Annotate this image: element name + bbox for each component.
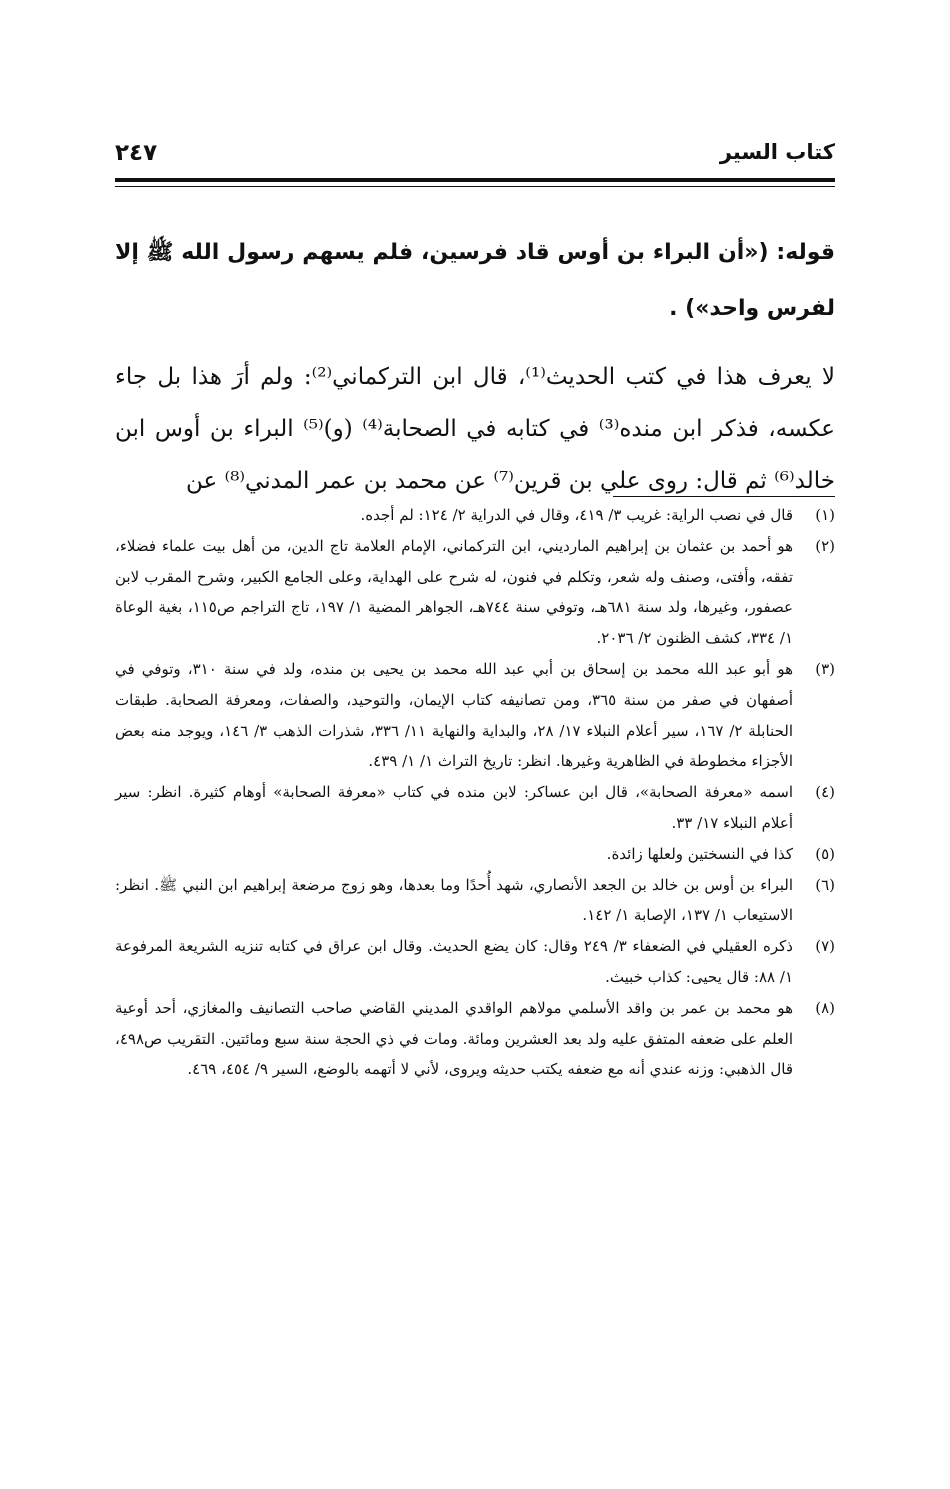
footnote-4	[115, 777, 835, 839]
footnote-text: كذا في النسختين ولعلها زائدة.	[606, 844, 793, 863]
main-text	[115, 225, 835, 507]
footnote-text: ذكره العقيلي في الضعفاء ٣/ ٢٤٩ وقال: كان يضع الحديث. وقال ابن عراق في كتابه تنزيه الشريعة المرفوعة ١/ ٨٨: قال يحيى: كذاب خبيث.	[115, 937, 793, 986]
footnote-1	[115, 500, 835, 531]
footnote-number: (٧)	[815, 937, 835, 956]
page-header	[115, 140, 835, 180]
footnote-number: (٨)	[815, 998, 835, 1017]
footnote-number: (٢)	[815, 536, 835, 555]
page-number: ٢٤٧	[115, 140, 158, 166]
footnote-8	[115, 993, 835, 1085]
quoted-statement: قوله: («أن البراء بن أوس قاد فرسين، فلم يسهم رسول الله ﷺ إلا لفرس واحد») .	[115, 240, 835, 321]
footnote-separator	[613, 496, 835, 497]
footnote-number: (٣)	[815, 659, 835, 678]
footnote-5	[115, 839, 835, 870]
footnote-number: (٦)	[815, 875, 835, 894]
footnote-6	[115, 870, 835, 932]
footnote-text: اسمه «معرفة الصحابة»، قال ابن عساكر: لابن منده في كتاب «معرفة الصحابة» أوهام كثيرة. انظر: سير أعلام النبلاء ١٧/ ٣٣.	[115, 783, 793, 832]
header-rule-thin	[115, 186, 835, 187]
header-rule-thick	[115, 178, 835, 182]
footnote-2	[115, 531, 835, 654]
footnote-text: البراء بن أوس بن خالد بن الجعد الأنصاري، شهد أُحدًا وما بعدها، وهو زوج مرضعة إبراهيم ابن النبي ﷺ. انظر: الاستيعاب ١/ ١٣٧، الإصابة ١/ ١٤٢.	[115, 875, 793, 925]
footnote-7	[115, 931, 835, 993]
footnote-text: هو أحمد بن عثمان بن إبراهيم المارديني، ابن التركماني، الإمام العلامة تاج الدين، من أهل بيت علماء فضلاء، تفقه، وأفتى، وصنف وله شعر، وتكلم في فنون، له شرح على الهداية، وعلى الجامع الكبير، وشرح المقرب لابن عصفور، وغيرها، ولد سنة ٦٨١هـ، وتوفي سنة ٧٤٤هـ، الجواهر المضية ١/ ١٩٧، تاج التراجم ص١١٥، بغية الوعاة ١/ ٣٣٤، كشف الظنون ٢/ ٢٠٣٦.	[115, 536, 794, 648]
running-title: كتاب السير	[719, 140, 835, 164]
footnote-number: (٥)	[815, 844, 835, 863]
footnote-text: هو أبو عبد الله محمد بن إسحاق بن أبي عبد الله محمد بن يحيى بن منده، ولد في سنة ٣١٠، وتوفي في أصفهان في صفر من سنة ٣٦٥، ومن تصانيفه كتاب الإيمان، والتوحيد، والصفات، ومعرفة الصحابة. طبقات الحنابلة ٢/ ١٦٧، سير أعلام النبلاء ١٧/ ٢٨، والبداية والنهاية ١١/ ٣٣٦، شذرات الذهب ٣/ ١٤٦، ويوجد منه بعض الأجزاء مخطوطة في الظاهرية وغيرها. انظر: تاريخ التراث ١/ ١/ ٤٣٩.	[115, 659, 793, 771]
footnote-3	[115, 654, 835, 777]
footnote-number: (١)	[815, 506, 835, 524]
commentary-paragraph: لا يعرف هذا في كتب الحديث⁽¹⁾، قال ابن التركماني⁽²⁾: ولم أرَ هذا بل جاء عكسه، فذكر ابن منده⁽³⁾ في كتابه في الصحابة⁽⁴⁾ (و)⁽⁵⁾ البراء بن أوس ابن خالد⁽⁶⁾ ثم قال: روى علي بن قرين⁽⁷⁾ عن محمد بن عمر المدني⁽⁸⁾ عن	[115, 364, 836, 494]
footnote-number: (٤)	[815, 783, 835, 802]
footnote-text: هو محمد بن عمر بن واقد الأسلمي مولاهم الواقدي المديني القاضي صاحب التصانيف والمغازي، أحد أوعية العلم على ضعفه المتفق عليه ولد بعد العشرين ومائة. ومات في ذي الحجة سنة سبع ومائتين. التقريب ص٤٩٨، قال الذهبي: وزنه عندي أنه مع ضعفه يكتب حديثه ويروى، لأني لا أتهمه بالوضع، السير ٩/ ٤٥٤، ٤٦٩.	[115, 998, 793, 1079]
footnotes	[115, 500, 835, 1085]
footnote-text: قال في نصب الراية: غريب ٣/ ٤١٩، وقال في الدراية ٢/ ١٢٤: لم أجده.	[360, 506, 793, 524]
